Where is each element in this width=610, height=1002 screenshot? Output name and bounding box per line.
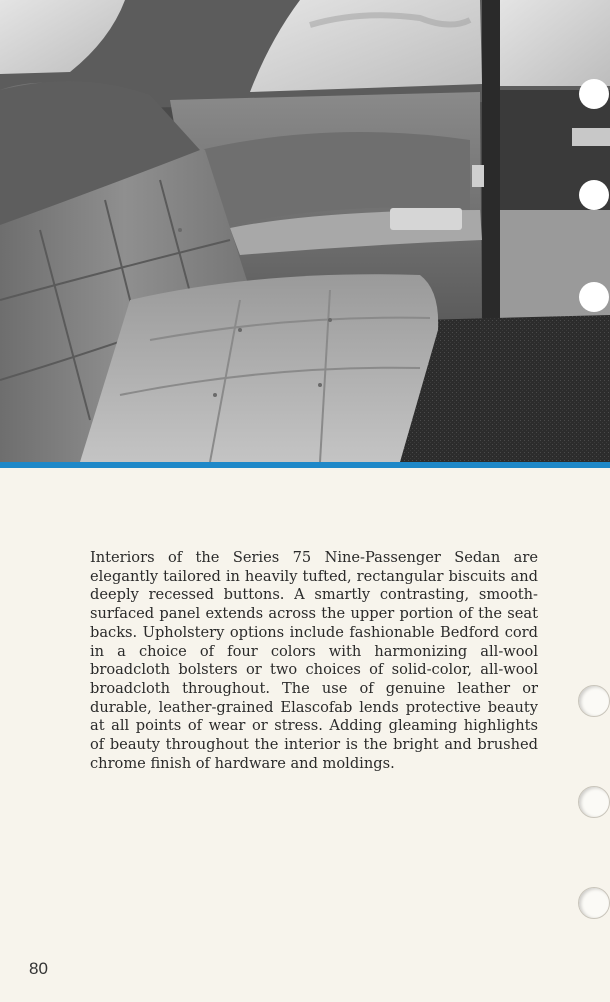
body-paragraph: Interiors of the Series 75 Nine-Passenger Sedan are elegantly tailored in heavily tufted, rectangular biscuits and deeply recessed buttons. A smartly contrasting, smooth-surfaced panel extends across the upper portion of the seat backs. Upholstery options include fashionable Bedford cord in a choice of four colors with harmonizing all-wool broadcloth bolsters or two choices of solid-color, all-wool broadcloth throughout. The use of genuine leather or durable, leather-grained Elascofab lends protective beauty at all points of wear or stress. Adding gleaming highlights of beauty throughout the interior is the bright and brushed chrome finish of hardware and moldings. — [90, 549, 538, 772]
binder-hole-5 — [578, 786, 610, 818]
page-number: 80 — [29, 959, 48, 978]
binder-hole-3 — [579, 282, 609, 312]
binder-hole-4 — [578, 685, 610, 717]
blue-accent-rule — [0, 462, 610, 468]
rear-seat-interior-photo — [0, 0, 610, 462]
binder-hole-6 — [578, 887, 610, 919]
binder-hole-2 — [579, 180, 609, 210]
binder-hole-1 — [579, 79, 609, 109]
